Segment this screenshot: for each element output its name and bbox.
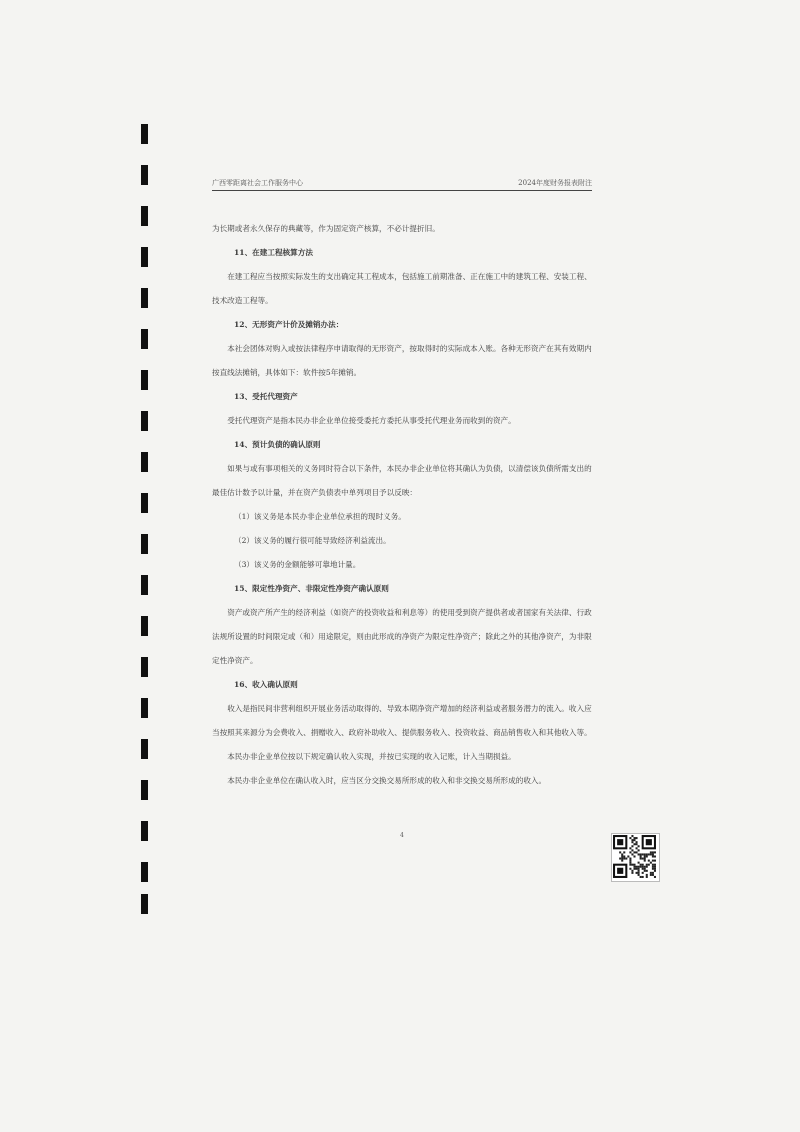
paragraph: 资产或资产所产生的经济利益（如资产的投资收益和利息等）的使用受到资产提供者或者国家有关法律、行政法规所设置的时间限定或（和）用途限定，则由此形成的净资产为限定性净资产；除此之外的其他净资产，为非限定性净资产。: [212, 608, 592, 665]
section-heading: 16、收入确认原则: [234, 680, 298, 689]
page-header: [212, 178, 592, 191]
section-heading: 15、限定性净资产、非限定性净资产确认原则: [234, 584, 389, 593]
paragraph: 本民办非企业单位在确认收入时，应当区分交换交易所形成的收入和非交换交易所形成的收入。: [227, 776, 547, 785]
binding-punch-marks: [141, 124, 149, 914]
document-body: [212, 217, 592, 793]
binding-mark: [141, 780, 148, 800]
document-page: [212, 178, 592, 793]
binding-mark: [141, 616, 148, 636]
section-heading: 13、受托代理资产: [234, 392, 298, 401]
binding-mark: [141, 247, 148, 267]
qr-code-icon: [611, 833, 660, 882]
paragraph: 在建工程应当按照实际发生的支出确定其工程成本，包括施工前期准备、正在施工中的建筑工程、安装工程、技术改造工程等。: [212, 272, 592, 305]
binding-mark: [141, 206, 148, 226]
binding-mark: [141, 894, 148, 914]
header-organization: 广西零距离社会工作服务中心: [212, 179, 303, 187]
paragraph: 本社会团体对购入或按法律程序申请取得的无形资产，按取得时的实际成本入账。各种无形资产在其有效期内按直线法摊销，具体如下：软件按5年摊销。: [212, 344, 592, 377]
binding-mark: [141, 165, 148, 185]
binding-mark: [141, 124, 148, 144]
list-item: （2）该义务的履行很可能导致经济利益流出。: [234, 536, 391, 545]
paragraph: 如果与或有事项相关的义务同时符合以下条件，本民办非企业单位将其确认为负债，以清偿该负债所需支出的最佳估计数予以计量，并在资产负债表中单列项目予以反映：: [212, 464, 592, 497]
paragraph: 收入是指民间非营利组织开展业务活动取得的、导致本期净资产增加的经济利益或者服务潜力的流入。收入应当按照其来源分为会费收入、捐赠收入、政府补助收入、提供服务收入、投资收益、商品销售收入和其他收入等。: [212, 704, 592, 737]
binding-mark: [141, 452, 148, 472]
binding-mark: [141, 698, 148, 718]
binding-mark: [141, 370, 148, 390]
paragraph: 本民办非企业单位按以下规定确认收入实现，并按已实现的收入记账，计入当期损益。: [227, 752, 516, 761]
list-item: （1）该义务是本民办非企业单位承担的现时义务。: [234, 512, 406, 521]
paragraph: 受托代理资产是指本民办非企业单位接受委托方委托从事受托代理业务而收到的资产。: [227, 416, 516, 425]
binding-mark: [141, 657, 148, 677]
section-heading: 11、在建工程核算方法: [234, 248, 313, 257]
paragraph: 为长期或者永久保存的典藏等，作为固定资产核算，不必计提折旧。: [212, 224, 440, 233]
binding-mark: [141, 821, 148, 841]
binding-mark: [141, 329, 148, 349]
header-report-title: 2024年度财务报表附注: [518, 179, 592, 187]
binding-mark: [141, 411, 148, 431]
binding-mark: [141, 288, 148, 308]
binding-mark: [141, 575, 148, 595]
section-heading: 14、预计负债的确认原则: [234, 440, 321, 449]
binding-mark: [141, 493, 148, 513]
list-item: （3）该义务的金额能够可靠地计量。: [234, 560, 361, 569]
binding-mark: [141, 534, 148, 554]
page-number: 4: [400, 832, 404, 839]
binding-mark: [141, 739, 148, 759]
section-heading: 12、无形资产计价及摊销办法：: [234, 320, 344, 329]
binding-mark: [141, 862, 148, 882]
